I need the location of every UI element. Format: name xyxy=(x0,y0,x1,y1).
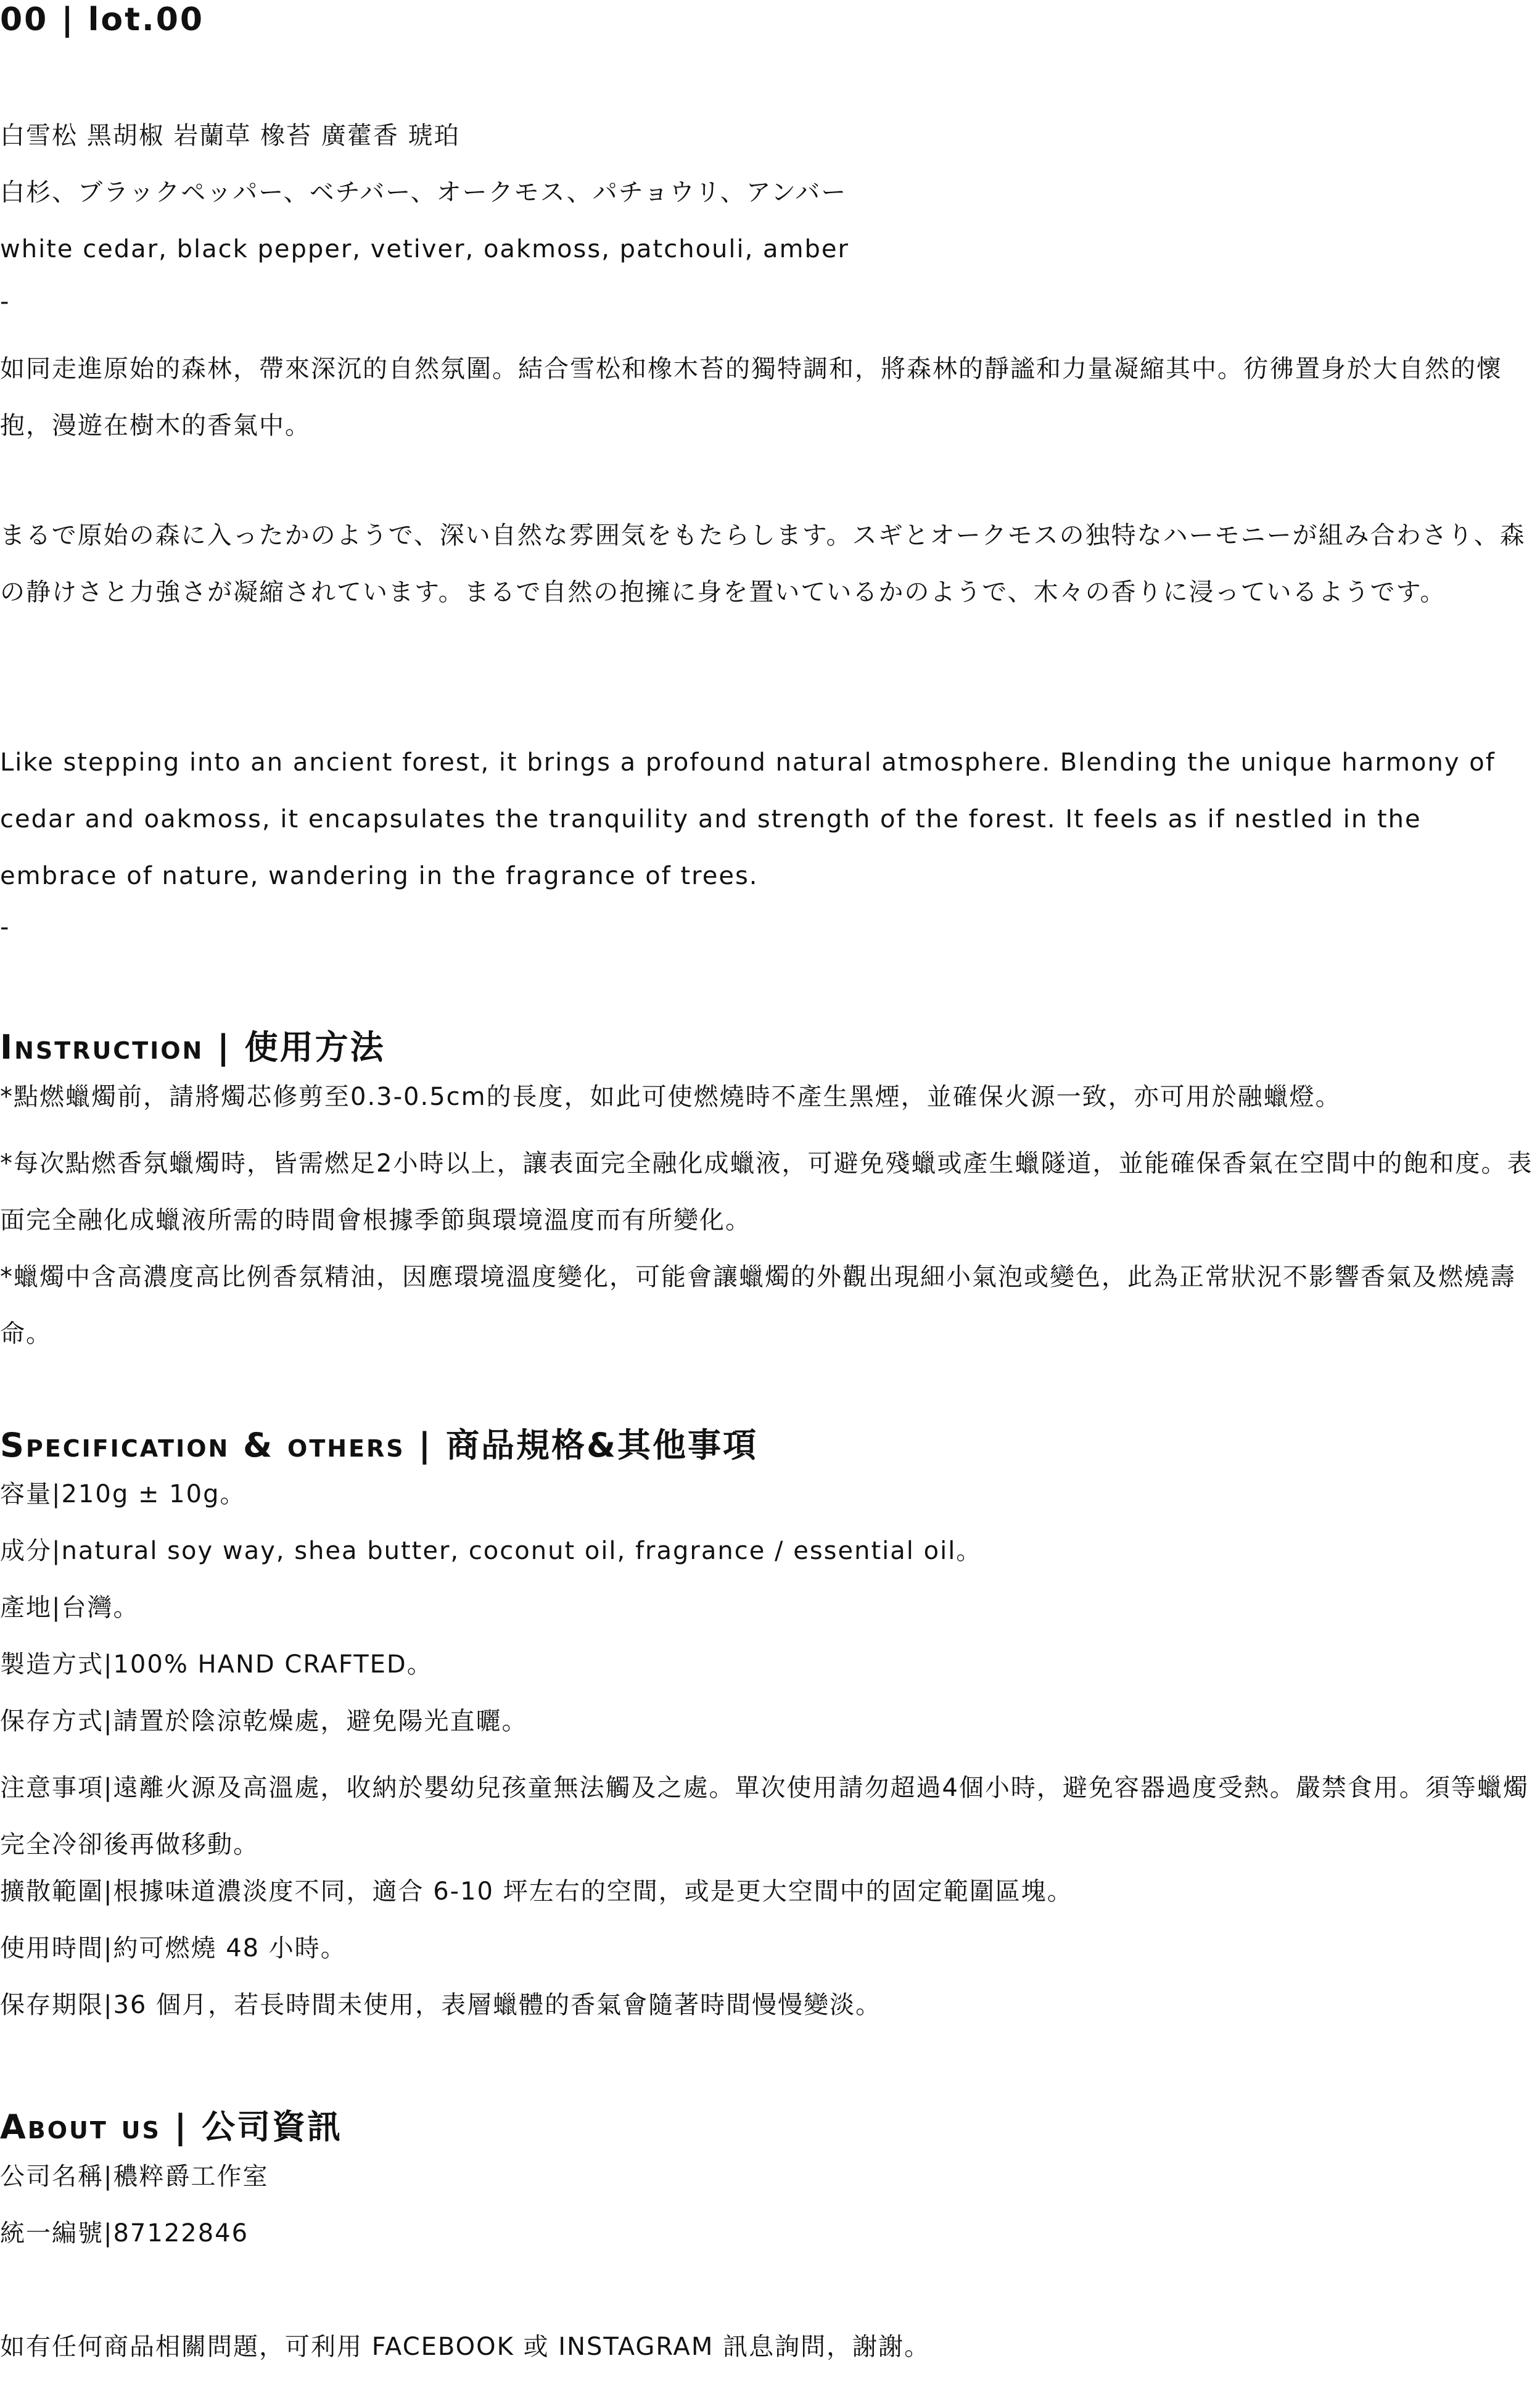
description-en: Like stepping into an ancient forest, it brings a profound natural atmosphere. Blending the unique harmony of cedar and oakmoss, it encapsulates the tranquility and strength of the forest. It feels as if nestled in the embrace of nature, wandering in the fragrance of trees. xyxy=(0,748,1496,890)
notes-en: white cedar, black pepper, vetiver, oakmoss, patchouli, amber xyxy=(0,235,849,263)
instruction-item: *蠟燭中含高濃度高比例香氛精油，因應環境溫度變化，可能會讓蠟燭的外觀出現細小氣泡或變色，此為正常狀況不影響香氣及燃燒壽命。 xyxy=(0,1263,1516,1348)
about-separator: | xyxy=(104,2162,113,2191)
spec-separator: | xyxy=(104,1774,113,1802)
instruction-item: *點燃蠟燭前，請將燭芯修剪至0.3-0.5cm的長度，如此可使燃燒時不產生黑煙，並確保火源一致，亦可用於融蠟燈。 xyxy=(0,1083,1341,1111)
spec-row xyxy=(0,1589,139,1626)
spec-value: 100% HAND CRAFTED。 xyxy=(113,1650,433,1679)
about-row xyxy=(0,2158,268,2195)
about-row xyxy=(0,2215,249,2252)
separator-dash: - xyxy=(0,913,9,941)
description-ja: まるで原始の森に入ったかのようで、深い自然な雰囲気をもたらします。スギとオークモスの独特なハーモニーが組み合わさり、森の静けさと力強さが凝縮されています。まるで自然の抱擁に身を置いているかのようで、木々の香りに浸っているようです。 xyxy=(0,521,1526,606)
about-value: 87122846 xyxy=(113,2219,249,2248)
spec-row xyxy=(0,1873,1073,1910)
notes-ja: 白杉、ブラックペッパー、ベチバー、オークモス、パチョウリ、アンバー xyxy=(0,178,847,207)
spec-label: 容量 xyxy=(0,1480,52,1508)
spec-separator: | xyxy=(52,1594,62,1622)
about-label: 公司名稱 xyxy=(0,2162,104,2191)
spec-value: 請置於陰涼乾燥處，避免陽光直曬。 xyxy=(113,1707,528,1735)
instruction-item: *每次點燃香氛蠟燭時，皆需燃足2小時以上，讓表面完全融化成蠟液，可避免殘蠟或產生蠟隧道，並能確保香氣在空間中的飽和度。表面完全融化成蠟液所需的時間會根據季節與環境溫度而有所變化。 xyxy=(0,1149,1533,1234)
spec-value: 210g ± 10g。 xyxy=(61,1480,246,1508)
notes-zh: 白雪松 黑胡椒 岩蘭草 橡苔 廣藿香 琥珀 xyxy=(0,122,460,150)
separator-dash: - xyxy=(0,287,9,316)
spec-row xyxy=(0,1646,433,1683)
spec-row xyxy=(0,1703,527,1740)
page-title: 00 | lot.00 xyxy=(0,1,205,38)
spec-row xyxy=(0,1760,1540,1873)
about-value: 穠粹爵工作室 xyxy=(113,2162,269,2191)
spec-value: 36 個月，若長時間未使用，表層蠟體的香氣會隨著時間慢慢變淡。 xyxy=(113,1991,882,2019)
spec-value: 遠離火源及高溫處，收納於嬰幼兒孩童無法觸及之處。單次使用請勿超過4個小時，避免容器過度受熱。嚴禁食用。須等蠟燭完全冷卻後再做移動。 xyxy=(0,1774,1529,1859)
spec-label: 保存方式 xyxy=(0,1707,104,1735)
spec-label: 擴散範圍 xyxy=(0,1877,104,1906)
spec-label: 注意事項 xyxy=(0,1774,104,1802)
specification-heading: Specification & others | 商品規格&其他事項 xyxy=(0,1426,759,1465)
about-label: 統一編號 xyxy=(0,2219,104,2248)
spec-row xyxy=(0,1930,347,1967)
about-separator: | xyxy=(104,2219,113,2248)
spec-label: 保存期限 xyxy=(0,1991,104,2019)
spec-label: 成分 xyxy=(0,1537,52,1565)
instruction-heading: Instruction | 使用方法 xyxy=(0,1028,385,1067)
spec-row xyxy=(0,1532,982,1569)
spec-value: 根據味道濃淡度不同，適合 6-10 坪左右的空間，或是更大空間中的固定範圍區塊。 xyxy=(113,1877,1073,1906)
spec-row xyxy=(0,1987,881,2024)
spec-label: 產地 xyxy=(0,1594,52,1622)
footer-contact: 如有任何商品相關問題，可利用 FACEBOOK 或 INSTAGRAM 訊息詢問，謝謝。 xyxy=(0,2333,931,2361)
spec-label: 使用時間 xyxy=(0,1934,104,1962)
spec-value: natural soy way, shea butter, coconut oil, fragrance / essential oil。 xyxy=(61,1537,982,1565)
spec-separator: | xyxy=(52,1480,62,1508)
spec-separator: | xyxy=(104,1877,113,1906)
spec-value: 約可燃燒 48 小時。 xyxy=(113,1934,347,1962)
spec-row xyxy=(0,1476,245,1513)
spec-value: 台灣。 xyxy=(61,1594,139,1622)
spec-separator: | xyxy=(104,1934,113,1962)
spec-separator: | xyxy=(52,1537,62,1565)
spec-separator: | xyxy=(104,1991,113,2019)
spec-separator: | xyxy=(104,1707,113,1735)
spec-label: 製造方式 xyxy=(0,1650,104,1679)
description-zh: 如同走進原始的森林，帶來深沉的自然氛圍。結合雪松和橡木苔的獨特調和，將森林的靜謐和力量凝縮其中。彷彿置身於大自然的懷抱，漫遊在樹木的香氣中。 xyxy=(0,355,1502,440)
about-heading: About us | 公司資訊 xyxy=(0,2107,343,2146)
spec-separator: | xyxy=(104,1650,113,1679)
